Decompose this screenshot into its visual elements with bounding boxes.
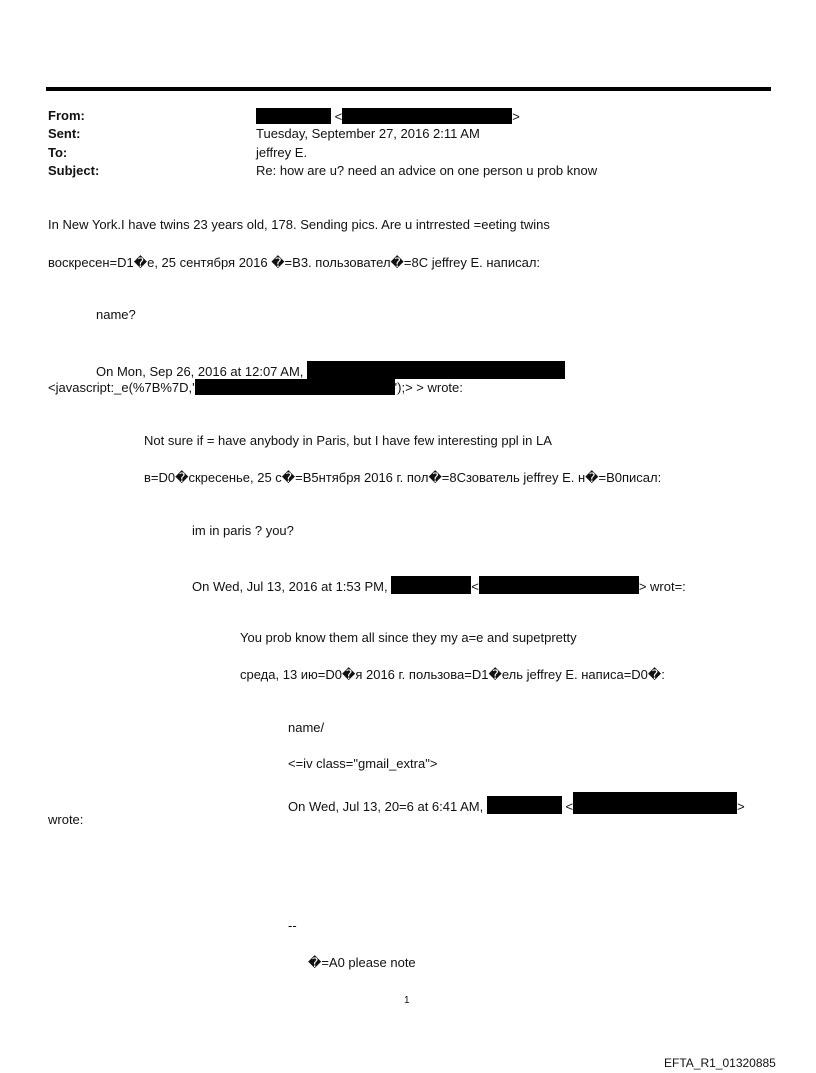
redaction-box bbox=[391, 576, 471, 594]
redaction-box bbox=[342, 108, 512, 124]
body-line: среда, 13 ию=D0�я 2016 г. пользова=D1�ель jeffrey E. написа=D0�: bbox=[240, 667, 665, 682]
body-line: You prob know them all since they my a=e and supetpretty bbox=[240, 630, 577, 645]
quote-header-text: On Wed, Jul 13, 20=6 at 6:41 AM, bbox=[288, 799, 484, 814]
redaction-box bbox=[479, 576, 639, 594]
sent-value: Tuesday, September 27, 2016 2:11 AM bbox=[256, 126, 480, 141]
body-line: воскресен=D1�е, 25 сентября 2016 �=B3. пользовател�=8C jeffrey E. написал: bbox=[48, 255, 541, 270]
header-rule bbox=[46, 87, 771, 91]
from-label: From: bbox=[48, 108, 85, 123]
lt-sign: < bbox=[565, 799, 574, 814]
body-line: �=A0 please note bbox=[308, 955, 416, 970]
document-id: EFTA_R1_01320885 bbox=[664, 1056, 776, 1070]
redaction-box bbox=[195, 379, 395, 395]
subject-label: Subject: bbox=[48, 163, 100, 178]
subject-value: Re: how are u? need an advice on one person u prob know bbox=[256, 163, 598, 178]
page-number: 1 bbox=[404, 995, 410, 1006]
from-lt: < bbox=[334, 109, 343, 124]
from-gt: > bbox=[512, 109, 520, 124]
quote-header bbox=[192, 576, 686, 594]
redaction-box bbox=[573, 792, 737, 814]
quote-header-text: On Wed, Jul 13, 2016 at 1:53 PM, bbox=[192, 579, 388, 594]
quote-header-text: On Mon, Sep 26, 2016 at 12:07 AM, bbox=[96, 364, 304, 379]
quote-header bbox=[288, 792, 745, 814]
redaction-box bbox=[256, 108, 331, 124]
body-line: Not sure if = have anybody in Paris, but I have few interesting ppl in LA bbox=[144, 433, 552, 448]
redaction-box bbox=[307, 361, 565, 379]
body-line: im in paris ? you? bbox=[192, 523, 294, 538]
body-line: name/ bbox=[288, 720, 325, 735]
link-suffix: ');> > wrote: bbox=[394, 380, 463, 395]
body-line: name? bbox=[96, 307, 136, 322]
to-value: jeffrey E. bbox=[256, 145, 308, 160]
sent-label: Sent: bbox=[48, 126, 81, 141]
link-prefix: <javascript:_e(%7B%7D,' bbox=[48, 380, 195, 395]
quote-header-suffix: > wrot=: bbox=[638, 579, 686, 594]
body-line: <=iv class="gmail_extra"> bbox=[288, 756, 438, 771]
quote-header-link bbox=[48, 379, 463, 395]
body-line: In New York.I have twins 23 years old, 178. Sending pics. Are u intrrested =eeting twins bbox=[48, 217, 550, 232]
gt-sign: > bbox=[737, 799, 745, 814]
body-line: в=D0�скресенье, 25 с�=B5нтября 2016 г. пол�=8Cзователь jeffrey E. н�=B0писал: bbox=[144, 470, 662, 485]
to-label: To: bbox=[48, 145, 68, 160]
body-line: -- bbox=[288, 918, 297, 933]
lt-sign: < bbox=[471, 579, 479, 594]
from-value bbox=[256, 108, 520, 124]
redaction-box bbox=[487, 796, 562, 814]
quote-header bbox=[96, 361, 565, 379]
body-line: wrote: bbox=[48, 812, 84, 827]
